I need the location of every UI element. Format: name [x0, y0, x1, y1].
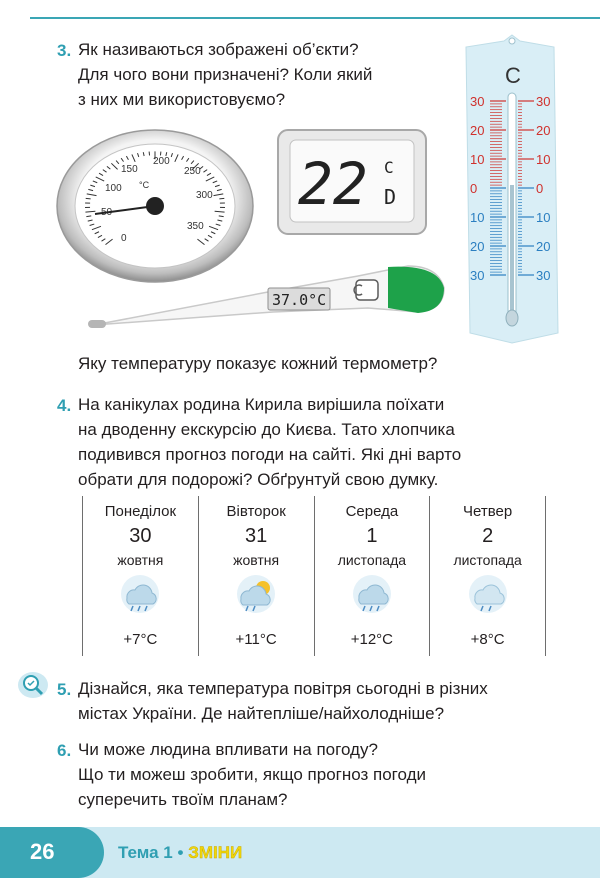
- forecast-month: листопада: [337, 552, 407, 568]
- question-6-number: 6.: [57, 741, 72, 760]
- wall-scale-left-label: 30: [470, 268, 485, 283]
- digital-unit-d: D: [384, 185, 397, 209]
- question-3-number: 3.: [57, 41, 72, 60]
- question-3-followup: Яку температуру показує кожний термометр?: [78, 354, 438, 373]
- question-5-text: Дізнайся, яка температура повітря сьогодні в різних містах України. Де найтепліше/найхолодніше?: [78, 679, 488, 723]
- clinical-reading: 37.0°C: [272, 291, 327, 309]
- wall-scale-left-label: 0: [470, 181, 478, 196]
- cloudy-rain-icon: [347, 574, 397, 614]
- cloudy-rain-icon: [115, 574, 165, 614]
- wall-scale-right-label: 30: [536, 94, 551, 109]
- question-5-number: 5.: [57, 680, 72, 699]
- wall-unit: C: [505, 63, 521, 88]
- theme-name: ЗМІНИ: [188, 843, 243, 862]
- clinical-thermometer: [88, 258, 448, 338]
- dial-label-200: 200: [153, 156, 170, 167]
- dial-label-0: 0: [121, 233, 127, 244]
- wall-scale-right-label: 30: [536, 268, 551, 283]
- forecast-day: [429, 496, 546, 656]
- digital-reading: 22: [298, 150, 368, 218]
- forecast-day-name: Середа: [345, 503, 399, 520]
- digital-thermometer: [276, 128, 428, 236]
- forecast-month: жовтня: [117, 552, 164, 568]
- forecast-temperature: +8°C: [470, 631, 505, 648]
- sun-cloud-rain-icon: [231, 574, 281, 614]
- wall-thermometer: [462, 33, 562, 346]
- dial-label-150: 150: [121, 164, 138, 175]
- wall-scale-right-label: 20: [536, 123, 551, 138]
- dial-tick: [86, 198, 91, 199]
- forecast-date: 2: [482, 525, 494, 547]
- dial-label-300: 300: [196, 190, 213, 201]
- theme-bullet: •: [177, 843, 184, 862]
- wall-scale-left-label: 20: [470, 123, 485, 138]
- theme-label: Тема 1: [118, 843, 173, 862]
- forecast-date: 30: [129, 525, 152, 547]
- dial-label-250: 250: [184, 166, 201, 177]
- dial-label-350: 350: [187, 221, 204, 232]
- wall-scale-right-label: 10: [536, 210, 551, 225]
- digital-unit-c: C: [384, 158, 394, 177]
- forecast-month: жовтня: [233, 552, 280, 568]
- wall-scale-left-label: 10: [470, 210, 485, 225]
- magnifier-check-icon: [18, 671, 48, 699]
- forecast-month: листопада: [453, 552, 522, 568]
- question-4-text: На канікулах родина Кирила вирішила поїхати на дводенну екскурсію до Києва. Тато хлопчика подивився прогноз погоди на сайті. Які дні варто обрати для подорожі? Обґрунтуй свою думку.: [78, 395, 462, 489]
- wall-scale-left-label: 20: [470, 239, 485, 254]
- cloud-rain-icon: [463, 574, 513, 614]
- forecast-date: 1: [366, 525, 378, 547]
- dial-tick: [219, 198, 224, 199]
- forecast-day: [82, 496, 198, 656]
- wall-scale-right-label: 20: [536, 239, 551, 254]
- wall-scale-right-label: 0: [536, 181, 544, 196]
- forecast-day: [314, 496, 430, 656]
- footer-theme: [118, 843, 242, 863]
- wall-scale-left-label: 30: [470, 94, 485, 109]
- top-rule: [30, 17, 600, 19]
- question-6-text: Чи може людина впливати на погоду? Що ти можеш зробити, якщо прогноз погоди суперечить твоїм планам?: [78, 740, 427, 809]
- page-footer: [0, 827, 600, 878]
- forecast-temperature: +7°C: [123, 631, 158, 648]
- question-4-number: 4.: [57, 396, 72, 415]
- forecast-temperature: +12°C: [350, 631, 394, 648]
- wall-scale-right-label: 10: [536, 152, 551, 167]
- forecast-day: [198, 496, 314, 656]
- forecast-day-name: Вівторок: [226, 503, 286, 520]
- dial-unit: °C: [139, 180, 150, 190]
- forecast-temperature: +11°C: [235, 631, 277, 648]
- dial-label-100: 100: [105, 183, 122, 194]
- forecast-day-name: Четвер: [463, 503, 513, 520]
- forecast-day-name: Понеділок: [104, 503, 177, 520]
- page-number: 26: [30, 839, 55, 864]
- weather-forecast-table: [82, 496, 546, 656]
- forecast-date: 31: [245, 525, 268, 547]
- wall-scale-left-label: 10: [470, 152, 485, 167]
- question-3-text: Як називаються зображені об’єкти? Для чого вони призначені? Коли який з них ми використовуємо?: [78, 40, 373, 109]
